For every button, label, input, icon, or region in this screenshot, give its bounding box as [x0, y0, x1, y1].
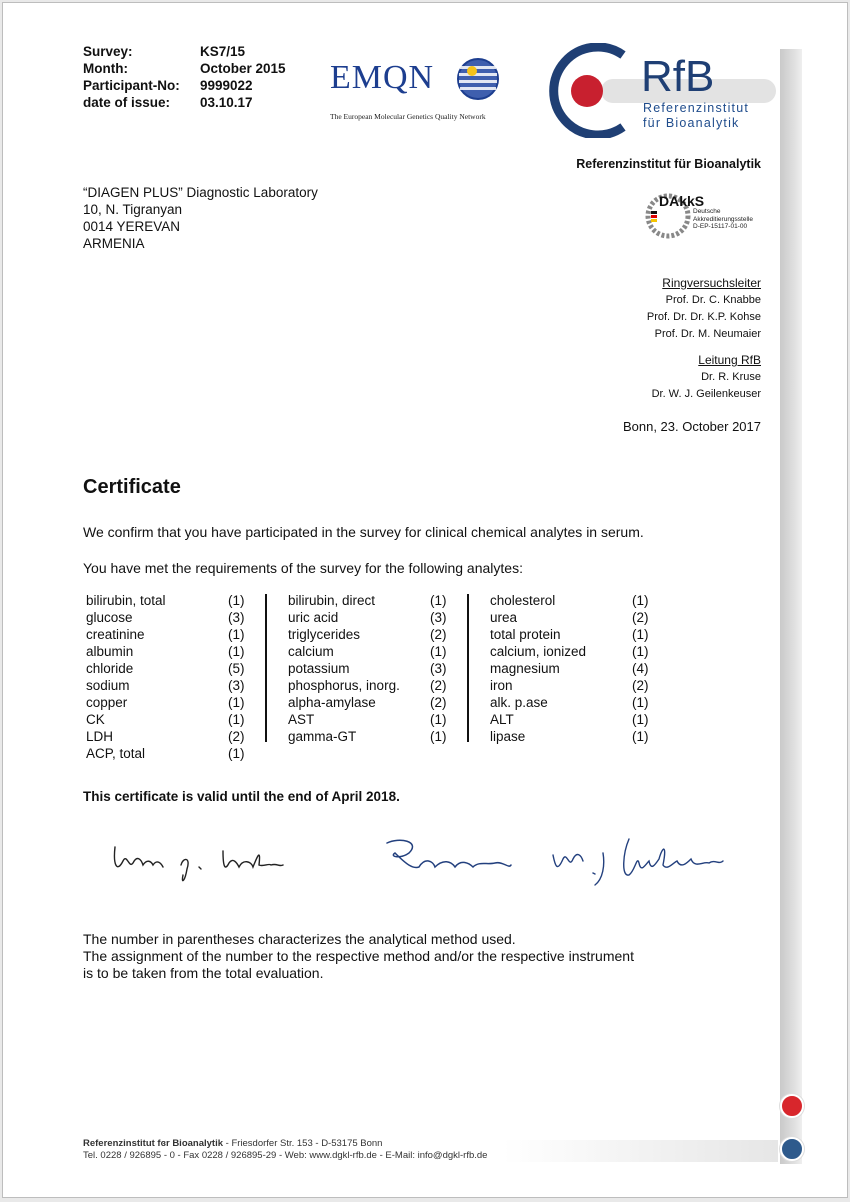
analyte-method: (2): [430, 695, 447, 710]
analyte-item: [86, 694, 258, 711]
analyte-name: bilirubin, total: [86, 593, 166, 608]
dakks-line: Deutsche: [693, 208, 721, 215]
column-divider: [467, 594, 469, 742]
rfb-leaders-heading: Leitung RfB: [698, 353, 761, 367]
analytes-column-2: [288, 592, 460, 745]
analyte-item: [86, 592, 258, 609]
analyte-method: (2): [632, 678, 649, 693]
issue-date-row: [83, 94, 286, 111]
analyte-name: AST: [288, 712, 315, 727]
analyte-name: triglycerides: [288, 627, 361, 642]
analyte-method: (3): [430, 610, 447, 625]
analyte-name: phosphorus, inorg.: [288, 678, 400, 693]
dakks-logo-text: DAkkS: [659, 193, 705, 209]
signature-1: [114, 847, 283, 881]
analyte-method: (2): [228, 729, 245, 744]
analyte-item: [490, 643, 662, 660]
analyte-item: [288, 609, 460, 626]
emqn-logo: [328, 55, 508, 125]
rfb-leaders: [652, 352, 761, 403]
analyte-item: [86, 677, 258, 694]
analytes-column-3: [490, 592, 662, 745]
footnote-line: is to be taken from the total evaluation.: [83, 965, 324, 981]
dakks-line: Akkreditierungsstelle: [693, 215, 753, 223]
analyte-item: [86, 643, 258, 660]
analyte-name: iron: [490, 678, 513, 693]
analyte-item: [490, 626, 662, 643]
rfb-subtitle-line2: für Bioanalytik: [643, 116, 740, 130]
analyte-item: [86, 660, 258, 677]
footer-address: - Friesdorfer Str. 153 - D-53175 Bonn: [223, 1138, 383, 1149]
analyte-name: sodium: [86, 678, 130, 693]
analyte-item: [288, 643, 460, 660]
analyte-name: urea: [490, 610, 518, 625]
analyte-name: glucose: [86, 610, 133, 625]
survey-value: KS7/15: [200, 44, 246, 59]
staff-name: Prof. Dr. Dr. K.P. Kohse: [646, 311, 761, 323]
analytes-column-1: [86, 592, 258, 762]
analyte-method: (3): [228, 678, 245, 693]
requirements-text: You have met the requirements of the survey for the following analytes:: [83, 560, 523, 576]
analyte-method: (1): [228, 593, 245, 608]
participant-row: [83, 77, 286, 94]
staff-name: Prof. Dr. M. Neumaier: [654, 328, 761, 340]
analyte-method: (1): [430, 729, 447, 744]
analyte-method: (1): [632, 695, 649, 710]
analyte-item: [490, 592, 662, 609]
analyte-method: (3): [430, 661, 447, 676]
analyte-method: (2): [632, 610, 649, 625]
analyte-item: [490, 694, 662, 711]
globe-icon: [456, 57, 500, 101]
analyte-name: uric acid: [288, 610, 339, 625]
analyte-name: bilirubin, direct: [288, 593, 376, 608]
footer-address-line: [83, 1138, 487, 1150]
analyte-method: (2): [430, 627, 447, 642]
analyte-name: calcium: [288, 644, 334, 659]
analyte-method: (1): [632, 712, 649, 727]
analyte-method: (1): [632, 729, 649, 744]
red-dot-icon: [780, 1094, 804, 1118]
analyte-name: chloride: [86, 661, 134, 676]
emqn-tagline: The European Molecular Genetics Quality Network: [330, 112, 486, 121]
analyte-name: alpha-amylase: [288, 695, 376, 710]
analyte-method: (1): [632, 627, 649, 642]
analyte-method: (1): [228, 644, 245, 659]
blue-dot-icon: [780, 1137, 804, 1161]
analyte-method: (1): [430, 712, 447, 727]
issue-date-value: 03.10.17: [200, 95, 253, 110]
participant-value: 9999022: [200, 78, 253, 93]
analyte-item: [288, 677, 460, 694]
analyte-item: [288, 728, 460, 745]
survey-row: [83, 43, 286, 60]
decorative-side-bar: [780, 49, 802, 1164]
analyte-name: LDH: [86, 729, 114, 744]
analyte-name: ALT: [490, 712, 514, 727]
survey-info: [83, 43, 286, 111]
analyte-item: [86, 728, 258, 745]
survey-label: Survey:: [83, 44, 133, 59]
rfb-subtitle-line1: Referenzinstitut: [643, 101, 750, 115]
institute-name: Referenzinstitut für Bioanalytik: [576, 157, 761, 171]
analyte-item: [490, 711, 662, 728]
recipient-address: [83, 184, 318, 252]
analyte-method: (5): [228, 661, 245, 676]
svg-text:RfB: RfB: [641, 52, 715, 101]
analyte-method: (1): [632, 644, 649, 659]
rfb-subtitle: [643, 101, 749, 131]
analyte-name: CK: [86, 712, 105, 727]
analyte-name: lipase: [490, 729, 526, 744]
analyte-item: [86, 626, 258, 643]
dakks-logo: [643, 191, 783, 251]
certificate-page: [2, 2, 848, 1198]
footer-decoration: [503, 1140, 778, 1162]
analyte-item: [490, 609, 662, 626]
month-value: October 2015: [200, 61, 286, 76]
analyte-method: (1): [228, 695, 245, 710]
staff-name: Dr. R. Kruse: [701, 371, 761, 383]
analyte-name: creatinine: [86, 627, 145, 642]
analyte-method: (4): [632, 661, 649, 676]
analyte-item: [490, 677, 662, 694]
analyte-item: [490, 660, 662, 677]
analyte-item: [86, 711, 258, 728]
analyte-name: total protein: [490, 627, 561, 642]
analyte-item: [288, 626, 460, 643]
analyte-method: (2): [430, 678, 447, 693]
rfb-logo: [541, 43, 781, 138]
analyte-item: [288, 711, 460, 728]
analyte-name: albumin: [86, 644, 134, 659]
analyte-method: (1): [430, 593, 447, 608]
analyte-item: [490, 728, 662, 745]
analyte-method: (1): [228, 746, 245, 761]
month-row: [83, 60, 286, 77]
analyte-name: gamma-GT: [288, 729, 357, 744]
footer-contact: Tel. 0228 / 926895 - 0 - Fax 0228 / 926895-29 - Web: www.dgkl-rfb.de - E-Mail: info@dgkl-rfb.de: [83, 1150, 488, 1161]
staff-name: Dr. W. J. Geilenkeuser: [651, 388, 761, 400]
address-line: 0014 YEREVAN: [83, 219, 181, 234]
analyte-name: potassium: [288, 661, 350, 676]
analyte-name: ACP, total: [86, 746, 146, 761]
place-date: Bonn, 23. October 2017: [622, 419, 761, 434]
participant-label: Participant-No:: [83, 78, 180, 93]
column-divider: [265, 594, 267, 742]
analyte-item: [288, 592, 460, 609]
page-footer: [83, 1138, 487, 1162]
ring-leaders-heading: Ringversuchsleiter: [662, 276, 761, 290]
dakks-text: [693, 208, 753, 231]
analyte-name: alk. p.ase: [490, 695, 548, 710]
signature-2: [387, 840, 511, 867]
analyte-name: magnesium: [490, 661, 560, 676]
validity-statement: This certificate is valid until the end of April 2018.: [83, 789, 400, 804]
analyte-name: calcium, ionized: [490, 644, 587, 659]
analyte-name: cholesterol: [490, 593, 556, 608]
footnote: [83, 931, 634, 982]
analyte-method: (3): [228, 610, 245, 625]
analyte-item: [288, 660, 460, 677]
emqn-logo-text: EMQN: [330, 59, 435, 96]
confirm-text: We confirm that you have participated in the survey for clinical chemical analytes in serum.: [83, 524, 644, 540]
footnote-line: The assignment of the number to the respective method and/or the respective instrument: [83, 948, 634, 964]
footnote-line: The number in parentheses characterizes the analytical method used.: [83, 931, 516, 947]
ring-leaders: [647, 275, 761, 343]
address-line: ARMENIA: [83, 236, 145, 251]
analyte-method: (1): [228, 712, 245, 727]
analyte-method: (1): [632, 593, 649, 608]
analyte-name: copper: [86, 695, 128, 710]
analyte-method: (1): [228, 627, 245, 642]
certificate-title: Certificate: [83, 476, 181, 498]
analyte-method: (1): [430, 644, 447, 659]
address-line: 10, N. Tigranyan: [83, 202, 183, 217]
signatures: [83, 825, 773, 905]
month-label: Month:: [83, 61, 128, 76]
staff-name: Prof. Dr. C. Knabbe: [665, 294, 761, 306]
footer-institute-name: Referenzinstitut fɞr Bioanalytik: [83, 1138, 223, 1149]
signature-3: [553, 839, 723, 885]
dakks-line: D-EP-15117-01-00: [693, 223, 748, 230]
address-line: “DIAGEN PLUS” Diagnostic Laboratory: [83, 185, 318, 200]
analyte-item: [86, 745, 258, 762]
analyte-item: [288, 694, 460, 711]
issue-date-label: date of issue:: [83, 95, 171, 110]
analyte-item: [86, 609, 258, 626]
